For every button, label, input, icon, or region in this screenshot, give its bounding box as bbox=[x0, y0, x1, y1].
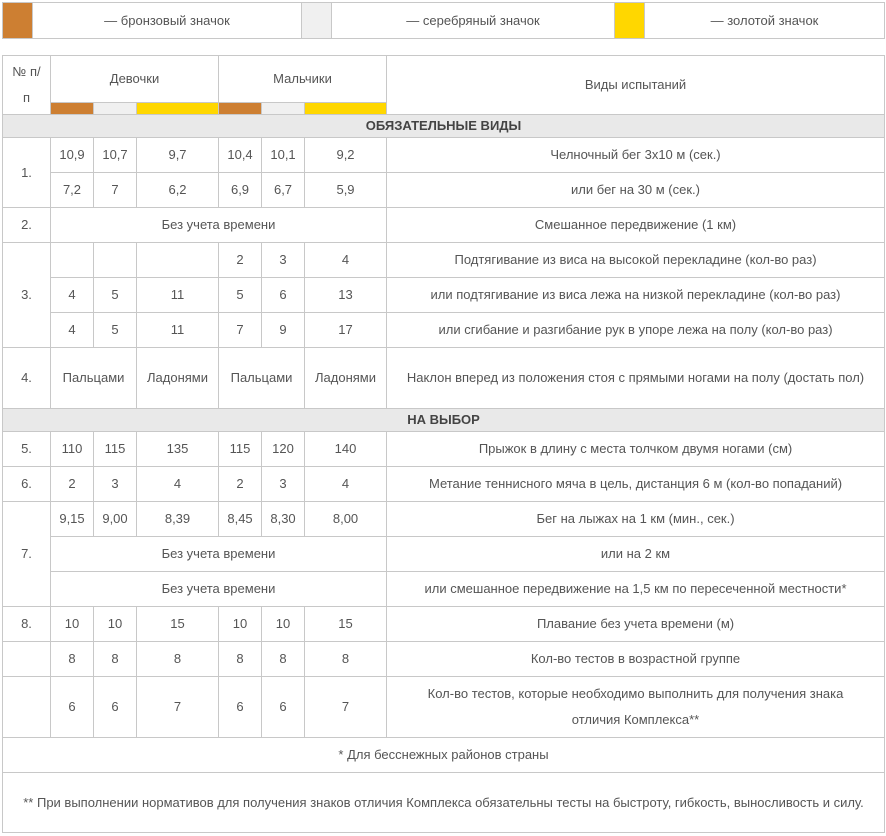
cell bbox=[51, 243, 94, 278]
cell: 8,39 bbox=[137, 502, 219, 537]
test-name: Бег на лыжах на 1 км (мин., сек.) bbox=[387, 502, 885, 537]
row-num: 6. bbox=[3, 467, 51, 502]
test-name: или сгибание и разгибание рук в упоре лежа на полу (кол-во раз) bbox=[387, 313, 885, 348]
cell: 10 bbox=[262, 607, 305, 642]
test-name: Кол-во тестов в возрастной группе bbox=[387, 642, 885, 677]
cell bbox=[137, 243, 219, 278]
cell: 3 bbox=[262, 243, 305, 278]
cell: 11 bbox=[137, 278, 219, 313]
row-num: 2. bbox=[3, 208, 51, 243]
cell: 8 bbox=[305, 642, 387, 677]
cell: 6,7 bbox=[262, 173, 305, 208]
cell: 140 bbox=[305, 432, 387, 467]
cell: 120 bbox=[262, 432, 305, 467]
header-num: № п/п bbox=[3, 56, 51, 115]
cell: 10 bbox=[94, 607, 137, 642]
cell: 8 bbox=[94, 642, 137, 677]
cell: 2 bbox=[51, 467, 94, 502]
cell: 5 bbox=[94, 313, 137, 348]
cell: 15 bbox=[137, 607, 219, 642]
cell: 8 bbox=[137, 642, 219, 677]
cell: 7 bbox=[305, 677, 387, 738]
test-name: или бег на 30 м (сек.) bbox=[387, 173, 885, 208]
cell: 4 bbox=[305, 243, 387, 278]
header-boys: Мальчики bbox=[219, 56, 387, 103]
cell: 4 bbox=[51, 278, 94, 313]
cell: Без учета времени bbox=[51, 572, 387, 607]
girls-silver-bar bbox=[94, 103, 137, 115]
cell: 4 bbox=[305, 467, 387, 502]
girls-bronze-bar bbox=[51, 103, 94, 115]
section-optional: НА ВЫБОР bbox=[3, 409, 885, 432]
header-girls: Девочки bbox=[51, 56, 219, 103]
cell: 115 bbox=[219, 432, 262, 467]
test-name: Наклон вперед из положения стоя с прямыми ногами на полу (достать пол) bbox=[387, 348, 885, 409]
cell: 8,45 bbox=[219, 502, 262, 537]
row-num: 4. bbox=[3, 348, 51, 409]
cell: 10,9 bbox=[51, 138, 94, 173]
cell: 6 bbox=[51, 677, 94, 738]
cell: Ладонями bbox=[137, 348, 219, 409]
test-name: или на 2 км bbox=[387, 537, 885, 572]
cell: 8,30 bbox=[262, 502, 305, 537]
boys-gold-bar bbox=[305, 103, 387, 115]
cell: 7 bbox=[219, 313, 262, 348]
test-name: Метание теннисного мяча в цель, дистанция 6 м (кол-во попаданий) bbox=[387, 467, 885, 502]
boys-silver-bar bbox=[262, 103, 305, 115]
cell: 2 bbox=[219, 243, 262, 278]
cell: 9,15 bbox=[51, 502, 94, 537]
cell: 6,2 bbox=[137, 173, 219, 208]
cell: 7 bbox=[94, 173, 137, 208]
cell: 9,7 bbox=[137, 138, 219, 173]
section-mandatory: ОБЯЗАТЕЛЬНЫЕ ВИДЫ bbox=[3, 115, 885, 138]
cell: 110 bbox=[51, 432, 94, 467]
gold-swatch bbox=[615, 3, 645, 39]
cell: Без учета времени bbox=[51, 537, 387, 572]
cell: 5 bbox=[94, 278, 137, 313]
cell: Ладонями bbox=[305, 348, 387, 409]
cell: 6 bbox=[219, 677, 262, 738]
cell: Пальцами bbox=[51, 348, 137, 409]
cell: 6 bbox=[262, 278, 305, 313]
cell: Пальцами bbox=[219, 348, 305, 409]
cell: 8 bbox=[219, 642, 262, 677]
cell: 11 bbox=[137, 313, 219, 348]
legend bbox=[2, 2, 885, 39]
cell: 8 bbox=[262, 642, 305, 677]
test-name: Плавание без учета времени (м) bbox=[387, 607, 885, 642]
legend-gold-label: — золотой значок bbox=[645, 3, 885, 39]
girls-gold-bar bbox=[137, 103, 219, 115]
test-name: Смешанное передвижение (1 км) bbox=[387, 208, 885, 243]
test-name: Прыжок в длину с места толчком двумя ногами (см) bbox=[387, 432, 885, 467]
test-name: или смешанное передвижение на 1,5 км по пересеченной местности* bbox=[387, 572, 885, 607]
norms-table bbox=[2, 55, 885, 833]
cell: 10,1 bbox=[262, 138, 305, 173]
legend-silver-label: — серебряный значок bbox=[332, 3, 615, 39]
cell: 10,7 bbox=[94, 138, 137, 173]
cell: 17 bbox=[305, 313, 387, 348]
header-tests: Виды испытаний bbox=[387, 56, 885, 115]
cell: 4 bbox=[51, 313, 94, 348]
row-num: 7. bbox=[3, 502, 51, 607]
cell: 6,9 bbox=[219, 173, 262, 208]
cell: 10 bbox=[51, 607, 94, 642]
footnote-1: * Для бесснежных районов страны bbox=[3, 738, 885, 773]
bronze-swatch bbox=[3, 3, 33, 39]
row-num: 1. bbox=[3, 138, 51, 208]
test-name: Подтягивание из виса на высокой перекладине (кол-во раз) bbox=[387, 243, 885, 278]
cell: 135 bbox=[137, 432, 219, 467]
silver-swatch bbox=[302, 3, 332, 39]
row-num: 3. bbox=[3, 243, 51, 348]
test-name: Кол-во тестов, которые необходимо выполнить для получения знака отличия Комплекса** bbox=[387, 677, 885, 738]
cell: 5,9 bbox=[305, 173, 387, 208]
row-num: 8. bbox=[3, 607, 51, 642]
cell: 8,00 bbox=[305, 502, 387, 537]
cell: 10 bbox=[219, 607, 262, 642]
cell: 8 bbox=[51, 642, 94, 677]
cell bbox=[94, 243, 137, 278]
cell: 7,2 bbox=[51, 173, 94, 208]
cell: 3 bbox=[262, 467, 305, 502]
test-name: или подтягивание из виса лежа на низкой перекладине (кол-во раз) bbox=[387, 278, 885, 313]
row-num: 5. bbox=[3, 432, 51, 467]
cell: 9 bbox=[262, 313, 305, 348]
cell: 2 bbox=[219, 467, 262, 502]
cell: 9,2 bbox=[305, 138, 387, 173]
boys-bronze-bar bbox=[219, 103, 262, 115]
cell: 5 bbox=[219, 278, 262, 313]
row-num bbox=[3, 642, 51, 677]
cell: 115 bbox=[94, 432, 137, 467]
cell: 10,4 bbox=[219, 138, 262, 173]
cell: Без учета времени bbox=[51, 208, 387, 243]
cell: 6 bbox=[94, 677, 137, 738]
cell: 6 bbox=[262, 677, 305, 738]
test-name: Челночный бег 3х10 м (сек.) bbox=[387, 138, 885, 173]
cell: 3 bbox=[94, 467, 137, 502]
footnote-2: ** При выполнении нормативов для получения знаков отличия Комплекса обязательны тесты на быстроту, гибкость, выносливость и силу. bbox=[3, 773, 885, 833]
cell: 4 bbox=[137, 467, 219, 502]
cell: 9,00 bbox=[94, 502, 137, 537]
cell: 13 bbox=[305, 278, 387, 313]
row-num bbox=[3, 677, 51, 738]
cell: 7 bbox=[137, 677, 219, 738]
legend-bronze-label: — бронзовый значок bbox=[33, 3, 302, 39]
cell: 15 bbox=[305, 607, 387, 642]
